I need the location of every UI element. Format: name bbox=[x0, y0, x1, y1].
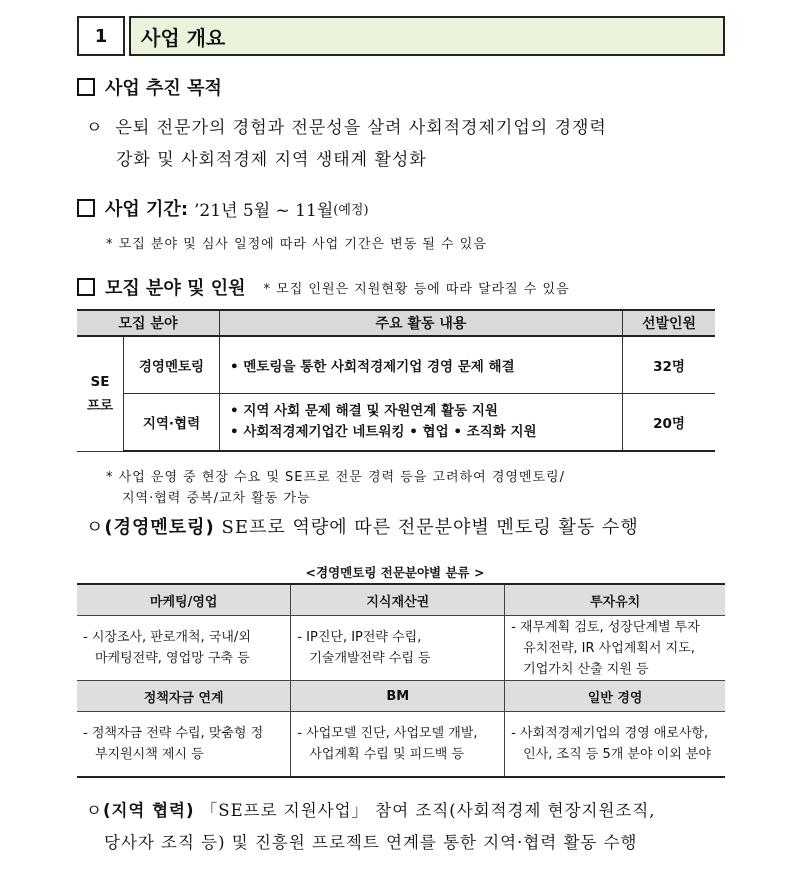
category-name: 정책자금 연계 bbox=[77, 681, 291, 712]
header-count: 선발인원 bbox=[623, 310, 716, 336]
recruit-heading bbox=[77, 274, 570, 300]
period-heading bbox=[77, 195, 369, 221]
recruit-note: * 모집 인원은 지원현황 등에 따라 달라질 수 있음 bbox=[263, 281, 570, 297]
activity-cell: • 지역 사회 문제 해결 및 자원연계 활동 지원 • 사회적경제기업간 네트워킹 • 협업 • 조직화 지원 bbox=[220, 393, 623, 451]
category-name: 지식재산권 bbox=[291, 584, 505, 616]
header-activities: 주요 활동 내용 bbox=[220, 310, 623, 336]
regional-line-1 bbox=[86, 795, 656, 827]
category-desc: - 재무계획 검토, 성장단계별 투자 유치전략, IR 사업계획서 지도, 기업가치 산출 지원 등 bbox=[505, 616, 725, 681]
purpose-line-1: ㅇ 은퇴 전문가의 경험과 전문성을 살려 사회적경제기업의 경쟁력 bbox=[86, 118, 607, 138]
count-cell: 32명 bbox=[623, 336, 716, 393]
category-desc: - 정책자금 전략 수립, 맞춤형 정 부지원시책 제시 등 bbox=[77, 712, 291, 778]
purpose-heading-text: 사업 추진 목적 bbox=[105, 78, 222, 99]
period-value: ’21년 5월 ~ 11월 bbox=[194, 200, 334, 221]
category-name: 투자유치 bbox=[505, 584, 725, 616]
table-row bbox=[77, 681, 725, 712]
recruit-footnote-2: 지역·협력 중복/교차 활동 가능 bbox=[122, 491, 311, 506]
header-field: 모집 분야 bbox=[77, 310, 220, 336]
bullet-icon: ㅇ bbox=[86, 118, 104, 138]
checkbox-square-icon bbox=[77, 199, 95, 217]
group-cell: SE 프로 bbox=[77, 336, 124, 451]
count-cell: 20명 bbox=[623, 393, 716, 451]
checkbox-square-icon bbox=[77, 78, 95, 96]
checkbox-square-icon bbox=[77, 278, 95, 296]
recruit-table bbox=[77, 309, 715, 452]
category-table-title: <경영멘토링 전문분야별 분류 > bbox=[305, 565, 485, 580]
category-name: 마케팅/영업 bbox=[77, 584, 291, 616]
table-header-row bbox=[77, 310, 715, 336]
field-cell: 지역·협력 bbox=[124, 393, 220, 451]
recruit-heading-text: 모집 분야 및 인원 bbox=[105, 278, 246, 299]
table-row bbox=[77, 712, 725, 778]
table-row bbox=[77, 393, 715, 451]
period-note: * 모집 분야 및 심사 일정에 따라 사업 기간은 변동 될 수 있음 bbox=[106, 237, 487, 252]
activity-cell: • 멘토링을 통한 사회적경제기업 경영 문제 해결 bbox=[220, 336, 623, 393]
category-desc: - 시장조사, 판로개척, 국내/외 마케팅전략, 영업망 구축 등 bbox=[77, 616, 291, 681]
period-suffix: (예정) bbox=[333, 202, 369, 218]
bullet-icon: ㅇ bbox=[86, 517, 105, 538]
section-title: 사업 개요 bbox=[129, 16, 725, 56]
table-row bbox=[77, 584, 725, 616]
table-row bbox=[77, 336, 715, 393]
field-cell: 경영멘토링 bbox=[124, 336, 220, 393]
category-name: BM bbox=[291, 681, 505, 712]
table-row bbox=[77, 616, 725, 681]
category-desc: - 사업모델 진단, 사업모델 개발, 사업계획 수립 및 피드백 등 bbox=[291, 712, 505, 778]
category-name: 일반 경영 bbox=[505, 681, 725, 712]
mentoring-label: (경영멘토링) bbox=[104, 517, 215, 538]
regional-text-1: 「SE프로 지원사업」 참여 조직(사회적경제 현장지원조직, bbox=[200, 801, 656, 820]
category-table bbox=[77, 583, 725, 778]
section-number: 1 bbox=[77, 16, 125, 56]
period-heading-text: 사업 기간: bbox=[105, 199, 189, 220]
bullet-icon: ㅇ bbox=[86, 801, 103, 820]
recruit-footnote-1: * 사업 운영 중 현장 수요 및 SE프로 전문 경력 등을 고려하여 경영멘토링/ bbox=[106, 470, 565, 485]
category-desc: - IP진단, IP전략 수립, 기술개발전략 수립 등 bbox=[291, 616, 505, 681]
regional-label: (지역 협력) bbox=[102, 801, 195, 820]
category-desc: - 사회적경제기업의 경영 애로사항, 인사, 조직 등 5개 분야 이외 분야 bbox=[505, 712, 725, 778]
purpose-line-2: 강화 및 사회적경제 지역 생태계 활성화 bbox=[116, 150, 427, 170]
mentoring-text: SE프로 역량에 따른 전문분야별 멘토링 활동 수행 bbox=[221, 517, 639, 538]
purpose-heading bbox=[77, 74, 222, 100]
mentoring-line bbox=[86, 512, 639, 544]
regional-line-2: 당사자 조직 등) 및 진흥원 프로젝트 연계를 통한 지역·협력 활동 수행 bbox=[104, 833, 638, 852]
